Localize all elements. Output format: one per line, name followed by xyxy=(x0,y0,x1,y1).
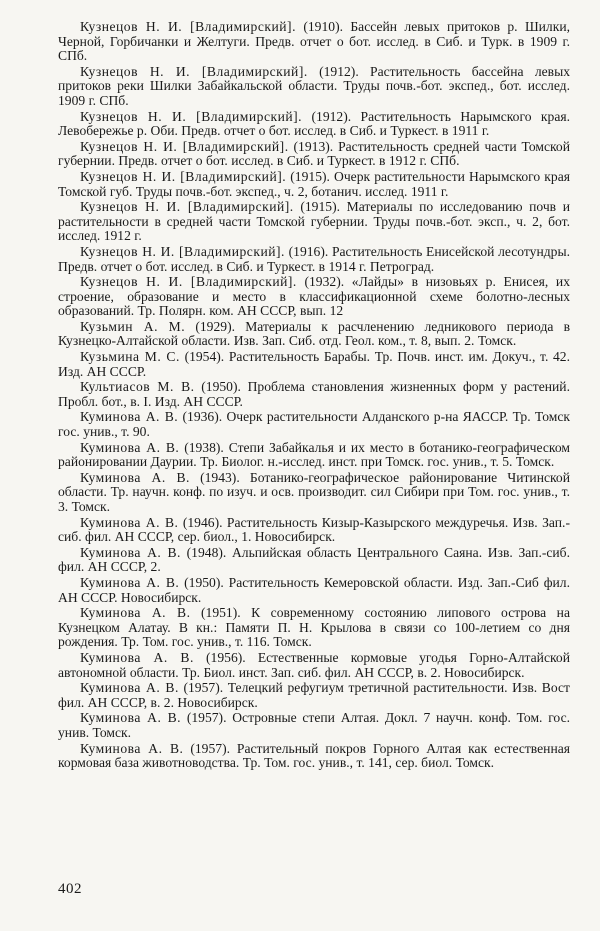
entry-text: (1950). Проблема становления жизненных форм у растений. Пробл. бот., в. I. Изд. АН СССР. xyxy=(58,379,570,409)
entry-text: (1929). Материалы к расчленению ледникового периода в Кузнецко-Алтайской области. Изв. Зап. Сиб. отд. Геол. ком., т. 8, вып. 2. Томск. xyxy=(58,318,571,349)
page-number: 402 xyxy=(58,881,82,897)
entry-text: (1932). «Лайды» в низовьях р. Енисея, их строение, образование и место в классификационной схеме болотно-лесных образований. Тр. Полярн. ком. АН СССР, вып. 12 xyxy=(58,274,570,319)
bibliography-entry xyxy=(58,200,570,244)
entry-text: (1957). Островные степи Алтая. Докл. 7 научн. конф. Том. гос. унив. Томск. xyxy=(58,710,570,740)
entry-text: (1938). Степи Забайкалья и их место в ботанико-географическом районировании Даурии. Тр. Биолог. н.-исслед. инст. при Томск. гос. унив., т. 5. Томск. xyxy=(58,439,570,470)
entry-text: (1910). Бассейн левых притоков р. Шилки, Черной, Горбичанки и Желтуги. Предв. отчет о бот. исслед. в Сиб. и Турк. в 1909 г. СПб. xyxy=(58,19,570,64)
entry-text: (1957). Телецкий рефугиум третичной растительности. Изв. Вост фил. АН СССР, в. 2. Новосибирск. xyxy=(58,680,570,710)
bibliography-entry xyxy=(58,576,570,605)
bibliography-entry xyxy=(58,410,570,439)
entry-text: (1950). Растительность Кемеровской области. Изд. Зап.-Сиб фил. АН СССР. Новосибирск. xyxy=(58,574,570,605)
entry-author: Куминова А. В. xyxy=(80,605,191,621)
bibliography-entry xyxy=(58,140,570,169)
entry-author: Куминова А. В. xyxy=(80,469,190,485)
bibliography-entry xyxy=(58,245,570,274)
bibliography-entry xyxy=(58,380,570,409)
bibliography-entry xyxy=(58,65,570,109)
entry-author: Кузнецов Н. И. [Владимирский]. xyxy=(80,199,294,215)
bibliography-entry xyxy=(58,651,570,680)
bibliography-entry xyxy=(58,546,570,575)
entry-text: (1912). Растительность Нарымского края. Левобережье р. Оби. Предв. отчет о бот. исслед. в Сиб. и Туркест. в 1911 г. xyxy=(58,108,571,139)
bibliography-entry xyxy=(58,606,570,650)
bibliography-entry xyxy=(58,681,570,710)
bibliography-entry xyxy=(58,350,570,379)
entry-author: Куминова А. В. xyxy=(80,680,179,696)
bibliography-entry xyxy=(58,441,570,470)
entry-author: Куминова А. В. xyxy=(80,574,180,590)
entry-author: Кузнецов Н. И. [Владимирский]. xyxy=(80,63,308,79)
bibliography-entry xyxy=(58,20,570,64)
entry-text: (1948). Альпийская область Центрального Саяна. Изв. Зап.-сиб. фил. АН СССР, 2. xyxy=(58,544,570,575)
bibliography-entry xyxy=(58,471,570,515)
entry-author: Кузьмин А. М. xyxy=(80,318,186,334)
bibliography-entry xyxy=(58,110,570,139)
entry-author: Кузнецов Н. И. [Владимирский]. xyxy=(80,243,285,259)
entry-author: Куминова А. В. xyxy=(80,439,180,455)
entry-text: (1915). Материалы по исследованию почв и растительности в средней части Томской губернии. Труды почв.-бот. эксп., ч. 2, бот. исслед. 1912 г. xyxy=(58,199,571,244)
bibliography-entry xyxy=(58,275,570,319)
entry-author: Кузнецов Н. И. [Владимирский]. xyxy=(80,108,303,124)
entry-text: (1936). Очерк растительности Алданского р-на ЯАССР. Тр. Томск гос. унив., т. 90. xyxy=(58,409,570,440)
entry-author: Кузнецов Н. И. [Владимирский]. xyxy=(80,168,287,184)
entry-text: (1957). Растительный покров Горного Алтая как естественная кормовая база животноводства. Тр. Том. гос. унив., т. 141, сер. биол. Томск. xyxy=(58,740,571,771)
entry-text: (1954). Растительность Барабы. Тр. Почв. инст. им. Докуч., т. 42. Изд. АН СССР. xyxy=(58,349,570,379)
entry-author: Куминова А. В. xyxy=(80,649,194,665)
entry-text: (1912). Растительность бассейна левых притоков реки Шилки Забайкальской области. Труды почв.-бот. экспед., бот. исслед. 1909 г. СПб. xyxy=(58,63,570,108)
entry-text: (1946). Растительность Кизыр-Казырского междуречья. Изв. Зап.-сиб. фил. АН СССР, сер. биол., 1. Новосибирск. xyxy=(58,514,570,545)
entry-author: Куминова А. В. xyxy=(80,710,182,726)
entry-author: Кузьмина М. С. xyxy=(80,349,180,365)
entry-text: (1913). Растительность средней части Томской губернии. Предв. отчет о бот. исслед. в Сиб. и Туркест. в 1912 г. СПб. xyxy=(58,138,570,169)
entry-author: Культиасов М. В. xyxy=(80,379,195,395)
entry-author: Куминова А. В. xyxy=(80,409,179,425)
entry-author: Куминова А. В. xyxy=(80,544,181,560)
entry-author: Кузнецов Н. И. [Владимирский]. xyxy=(80,19,296,34)
bibliography-entry xyxy=(58,170,570,199)
entry-author: Куминова А. В. xyxy=(80,740,184,756)
bibliography-entry xyxy=(58,742,570,771)
bibliography-entry xyxy=(58,711,570,740)
entry-text: (1956). Естественные кормовые угодья Горно-Алтайской автономной области. Тр. Биол. инст. Зап. сиб. фил. АН СССР, в. 2. Новосибирск. xyxy=(58,649,570,680)
entry-text: (1915). Очерк растительности Нарымского края Томской губ. Труды почв.-бот. экспед., ч. 2, ботанич. исслед. 1911 г. xyxy=(58,168,570,199)
bibliography-list xyxy=(58,20,570,772)
entry-author: Куминова А. В. xyxy=(80,514,179,530)
bibliography-entry xyxy=(58,516,570,545)
entry-text: (1916). Растительность Енисейской лесотундры. Предв. отчет о бот. исслед. в Сиб. и Туркест. в 1914 г. Петроград. xyxy=(58,243,570,274)
entry-author: Кузнецов Н. И. [Владимирский]. xyxy=(80,274,297,290)
entry-author: Кузнецов Н. И. [Владимирский]. xyxy=(80,138,289,154)
entry-text: (1943). Ботанико-географическое районирование Читинской области. Тр. научн. конф. по изуч. и осв. производит. сил Сибири при Том. гос. унив., т. 3. Томск. xyxy=(58,469,570,514)
bibliography-entry xyxy=(58,320,570,349)
entry-text: (1951). К современному состоянию липового острова на Кузнецком Алатау. В кн.: Памяти П. Н. Крылова в связи со 100-летием со дня рождения. Тр. Том. гос. унив., т. 116. Томск. xyxy=(58,605,570,650)
